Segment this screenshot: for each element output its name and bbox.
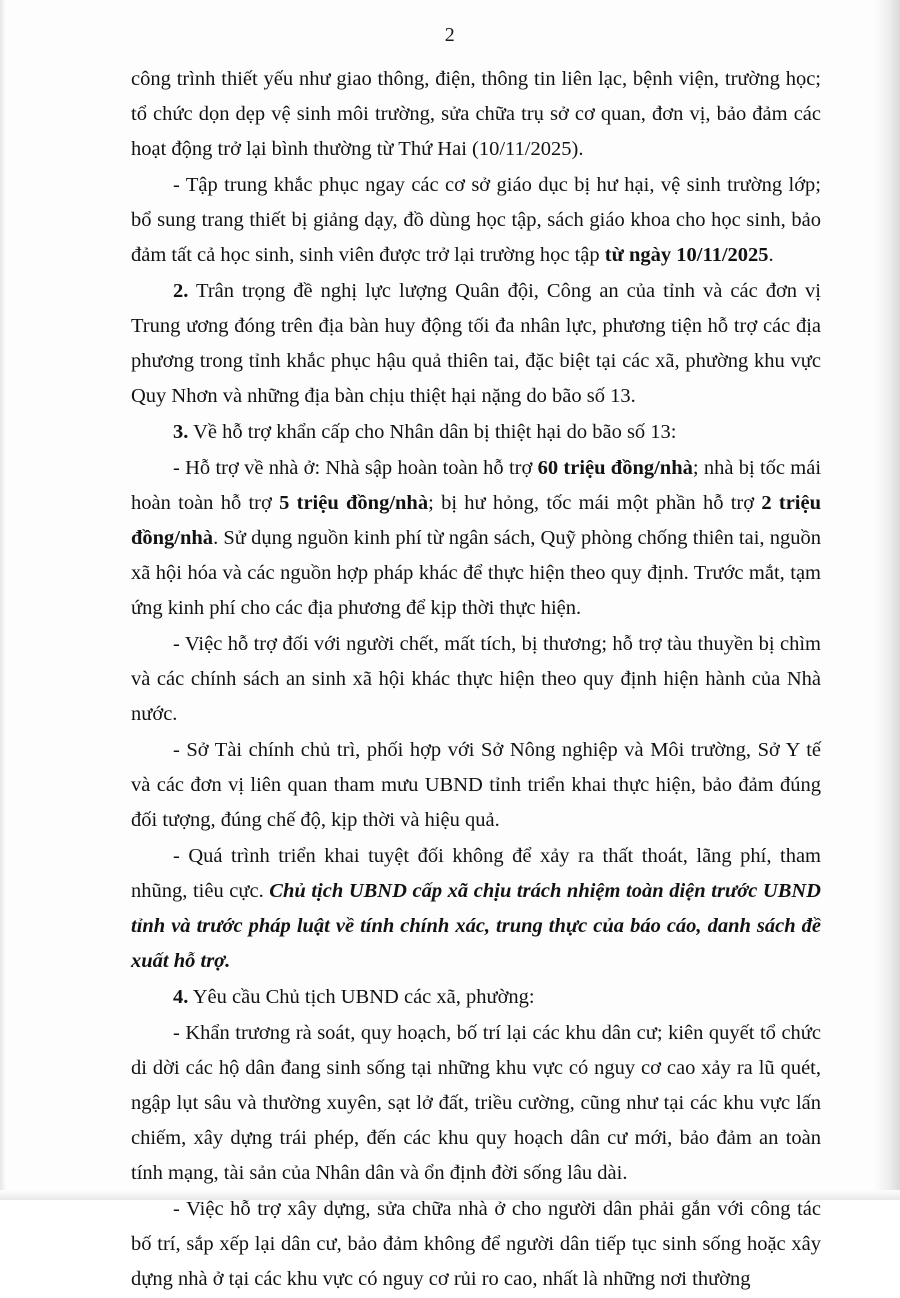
paragraph	[131, 451, 821, 626]
page-right-edge-shadow	[874, 0, 900, 1200]
text-run: - Quá trình triển khai tuyệt đối không để xảy ra thất thoát, lãng phí, tham nhũng, tiêu cực.	[131, 845, 821, 902]
text-run: ; nhà bị tốc mái hoàn toàn hỗ trợ	[131, 457, 822, 514]
text-run: - Việc hỗ trợ xây dựng, sửa chữa nhà ở cho người dân phải gắn với công tác bố trí, sắp xếp lại dân cư, bảo đảm không để người dân tiếp tục sinh sống hoặc xây dựng nhà ở tại các khu vực có nguy cơ rủi ro cao, nhất là những nơi thường	[131, 1198, 821, 1290]
text-run: - Sở Tài chính chủ trì, phối hợp với Sở Nông nghiệp và Môi trường, Sở Y tế và các đơn vị liên quan tham mưu UBND tỉnh triển khai thực hiện, bảo đảm đúng đối tượng, đúng chế độ, kịp thời và hiệu quả.	[131, 739, 821, 831]
paragraph	[131, 168, 821, 273]
text-run: .	[768, 244, 774, 266]
bold-run: 2.	[173, 280, 189, 302]
text-run: Trân trọng đề nghị lực lượng Quân đội, Công an của tỉnh và các đơn vị Trung ương đóng trên địa bàn huy động tối đa nhân lực, phương tiện hỗ trợ các địa phương trong tỉnh khắc phục hậu quả thiên tai, đặc biệt tại các xã, phường khu vực Quy Nhơn và những địa bàn chịu thiệt hại nặng do bão số 13.	[131, 280, 821, 407]
text-run: - Khẩn trương rà soát, quy hoạch, bố trí lại các khu dân cư; kiên quyết tổ chức di dời các hộ dân đang sinh sống tại những khu vực có nguy cơ cao xảy ra lũ quét, ngập lụt sâu và thường xuyên, sạt lở đất, triều cường, cũng như tại các khu vực lấn chiếm, xây dựng trái phép, đến các khu quy hoạch dân cư mới, bảo đảm an toàn tính mạng, tài sản của Nhân dân và ổn định đời sống lâu dài.	[131, 1022, 821, 1184]
paragraph	[131, 839, 821, 979]
text-run: - Hỗ trợ về nhà ở: Nhà sập hoàn toàn hỗ trợ	[173, 457, 538, 479]
paragraph	[131, 415, 821, 450]
page-left-edge-shadow	[0, 0, 6, 1200]
paragraph	[131, 1192, 821, 1297]
page-number: 2	[444, 24, 456, 46]
bold-run: 4.	[173, 986, 189, 1008]
bold-italic-run: Chủ tịch UBND cấp xã chịu trách nhiệm toàn diện trước UBND tỉnh và trước pháp luật về tính chính xác, trung thực của báo cáo, danh sách đề xuất hỗ trợ.	[131, 880, 821, 972]
paragraph	[131, 733, 821, 838]
paragraph	[131, 62, 821, 167]
bold-run: 60 triệu đồng/nhà	[537, 457, 693, 479]
document-body	[131, 62, 821, 1298]
text-run: - Tập trung khắc phục ngay các cơ sở giáo dục bị hư hại, vệ sinh trường lớp; bổ sung trang thiết bị giảng dạy, đồ dùng học tập, sách giáo khoa cho học sinh, bảo đảm tất cả học sinh, sinh viên được trở lại trường học tập	[131, 174, 821, 266]
bold-run: 5 triệu đồng/nhà	[279, 492, 429, 514]
paragraph	[131, 1016, 821, 1191]
bold-run: 3.	[173, 421, 189, 443]
bold-run: 2 triệu đồng/nhà	[131, 492, 822, 549]
bold-run: từ ngày 10/11/2025	[604, 244, 769, 266]
paragraph	[131, 980, 821, 1015]
text-run: ; bị hư hỏng, tốc mái một phần hỗ trợ	[428, 492, 762, 514]
text-run: Yêu cầu Chủ tịch UBND các xã, phường:	[188, 986, 535, 1008]
paragraph	[131, 627, 821, 732]
text-run: Về hỗ trợ khẩn cấp cho Nhân dân bị thiệt hại do bão số 13:	[188, 421, 677, 443]
text-run: - Việc hỗ trợ đối với người chết, mất tích, bị thương; hỗ trợ tàu thuyền bị chìm và các chính sách an sinh xã hội khác thực hiện theo quy định hiện hành của Nhà nước.	[131, 633, 821, 725]
text-run: công trình thiết yếu như giao thông, điện, thông tin liên lạc, bệnh viện, trường học; tổ chức dọn dẹp vệ sinh môi trường, sửa chữa trụ sở cơ quan, đơn vị, bảo đảm các hoạt động trở lại bình thường từ Thứ Hai (10/11/2025).	[131, 68, 821, 160]
text-run: . Sử dụng nguồn kinh phí từ ngân sách, Quỹ phòng chống thiên tai, nguồn xã hội hóa và các nguồn hợp pháp khác để thực hiện theo quy định. Trước mắt, tạm ứng kinh phí cho các địa phương để kịp thời thực hiện.	[131, 527, 821, 619]
paragraph	[131, 274, 821, 414]
